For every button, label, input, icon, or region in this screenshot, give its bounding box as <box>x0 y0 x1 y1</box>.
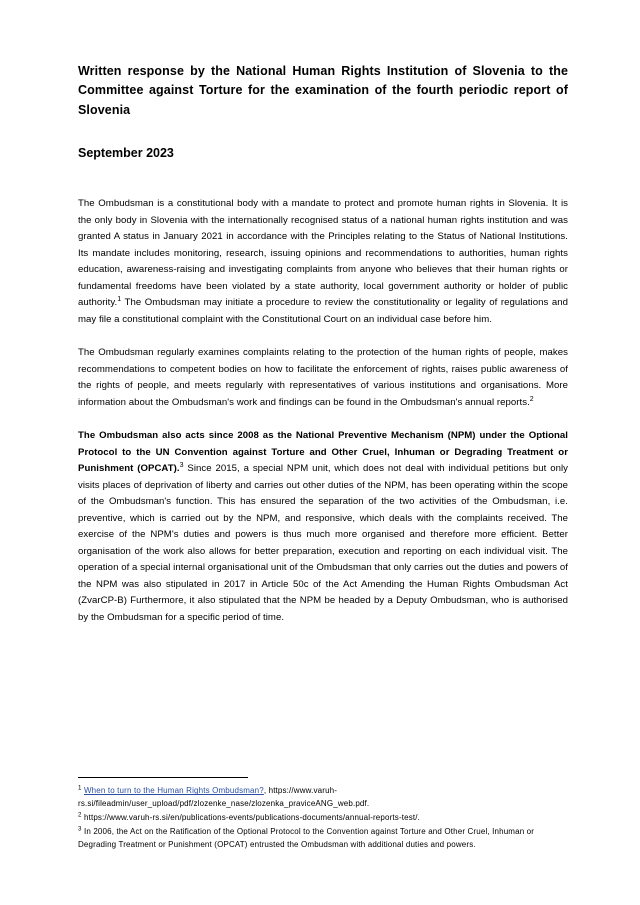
footnote-item-2 <box>78 812 568 825</box>
document-date: September 2023 <box>78 146 174 161</box>
paragraph-2-text: The Ombudsman regularly examines complaints relating to the protection of the human rights of people, makes recommendations to competent bodies on how to facilitate the enforcement of rights, raises public awareness of the rights of people, and meets regularly with representatives of various institutions and organisations. More information about the Ombudsman's work and findings can be found in the Ombudsman's annual reports. <box>78 347 568 408</box>
footnote-1-link[interactable]: When to turn to the Human Rights Ombudsman? <box>83 786 264 796</box>
paragraph-1-text: The Ombudsman is a constitutional body with a mandate to protect and promote human rights in Slovenia. It is the only body in Slovenia with the internationally recognised status of a national human rights institution and was granted A status in January 2021 in accordance with the Principles relating to the Status of National Institutions. Its mandate includes monitoring, research, issuing opinions and recommendations to authorities, human rights education, awareness-raising and investigating complaints from anyone who believes that their human rights or fundamental freedoms have been violated by a state authority, local government authority or holder of public authority. <box>78 198 568 309</box>
footnote-ref-2[interactable]: 2 <box>529 395 534 403</box>
footnote-3-text: In 2006, the Act on the Ratification of the Optional Protocol to the Convention against Torture and Other Cruel, Inhuman or Degrading Treatment or Punishment (OPCAT) entrusted the Ombudsman with additional duties and powers. <box>78 827 535 850</box>
footnote-marker-2: 2 <box>78 811 82 819</box>
footnote-ref-3[interactable]: 3 <box>179 461 184 469</box>
footnote-marker-3: 3 <box>78 825 82 833</box>
paragraph-3-rest: Since 2015, a special NPM unit, which does not deal with individual petitions but only visits places of deprivation of liberty and carries out other duties of the NPM, has been operating within the scope of the Ombudsman's function. This has ensured the separation of the two activities of the Ombudsman, i.e. preventive, which is carried out by the NPM, and responsive, which deals with the complaints received. The exercise of the NPM's duties and powers is thus much more organised and therefore more efficient. Better organisation of the work also allows for better preparation, execution and reporting on each individual visit. The operation of a special internal organisational unit of the Ombudsman that only carries out the duties and powers of the NPM was also stipulated in 2017 in Article 50c of the Act Amending the Human Rights Ombudsman Act (ZvarCP-B) Furthermore, it also stipulated that the NPM be headed by a Deputy Ombudsman, who is authorised by the Ombudsman for a specific period of time. <box>78 463 569 623</box>
footnote-separator <box>78 777 248 778</box>
page-title: Written response by the National Human Rights Institution of Slovenia to the Committee against Torture for the examination of the fourth periodic report of Slovenia <box>78 64 568 117</box>
footnote-item-3 <box>78 826 568 852</box>
paragraph-2 <box>78 345 568 411</box>
footnote-marker-1: 1 <box>78 784 82 792</box>
footnotes <box>78 777 568 853</box>
footnote-1-text: , https://www.varuh-rs.si/fileadmin/user_upload/pdf/zlozenke_nase/zlozenka_praviceANG_web.pdf. <box>78 786 370 809</box>
footnote-2-text: https://www.varuh-rs.si/en/publications-events/publications-documents/annual-reports-test/. <box>83 813 420 823</box>
paragraph-3-bold-lead: The Ombudsman also acts since 2008 as the National Preventive Mechanism (NPM) under the Optional Protocol to the UN Convention against Torture and Other Cruel, Inhuman or Degrading Treatment or Punishment (OPCAT). <box>78 430 568 475</box>
footnote-item-1 <box>78 785 568 811</box>
footnote-ref-1[interactable]: 1 <box>117 295 122 303</box>
paragraph-1 <box>78 196 568 328</box>
paragraph-3 <box>78 428 568 626</box>
paragraph-1-text-after: The Ombudsman may initiate a procedure to review the constitutionality or legality of regulations and may file a constitutional complaint with the Constitutional Court on an individual case before him. <box>78 297 569 325</box>
